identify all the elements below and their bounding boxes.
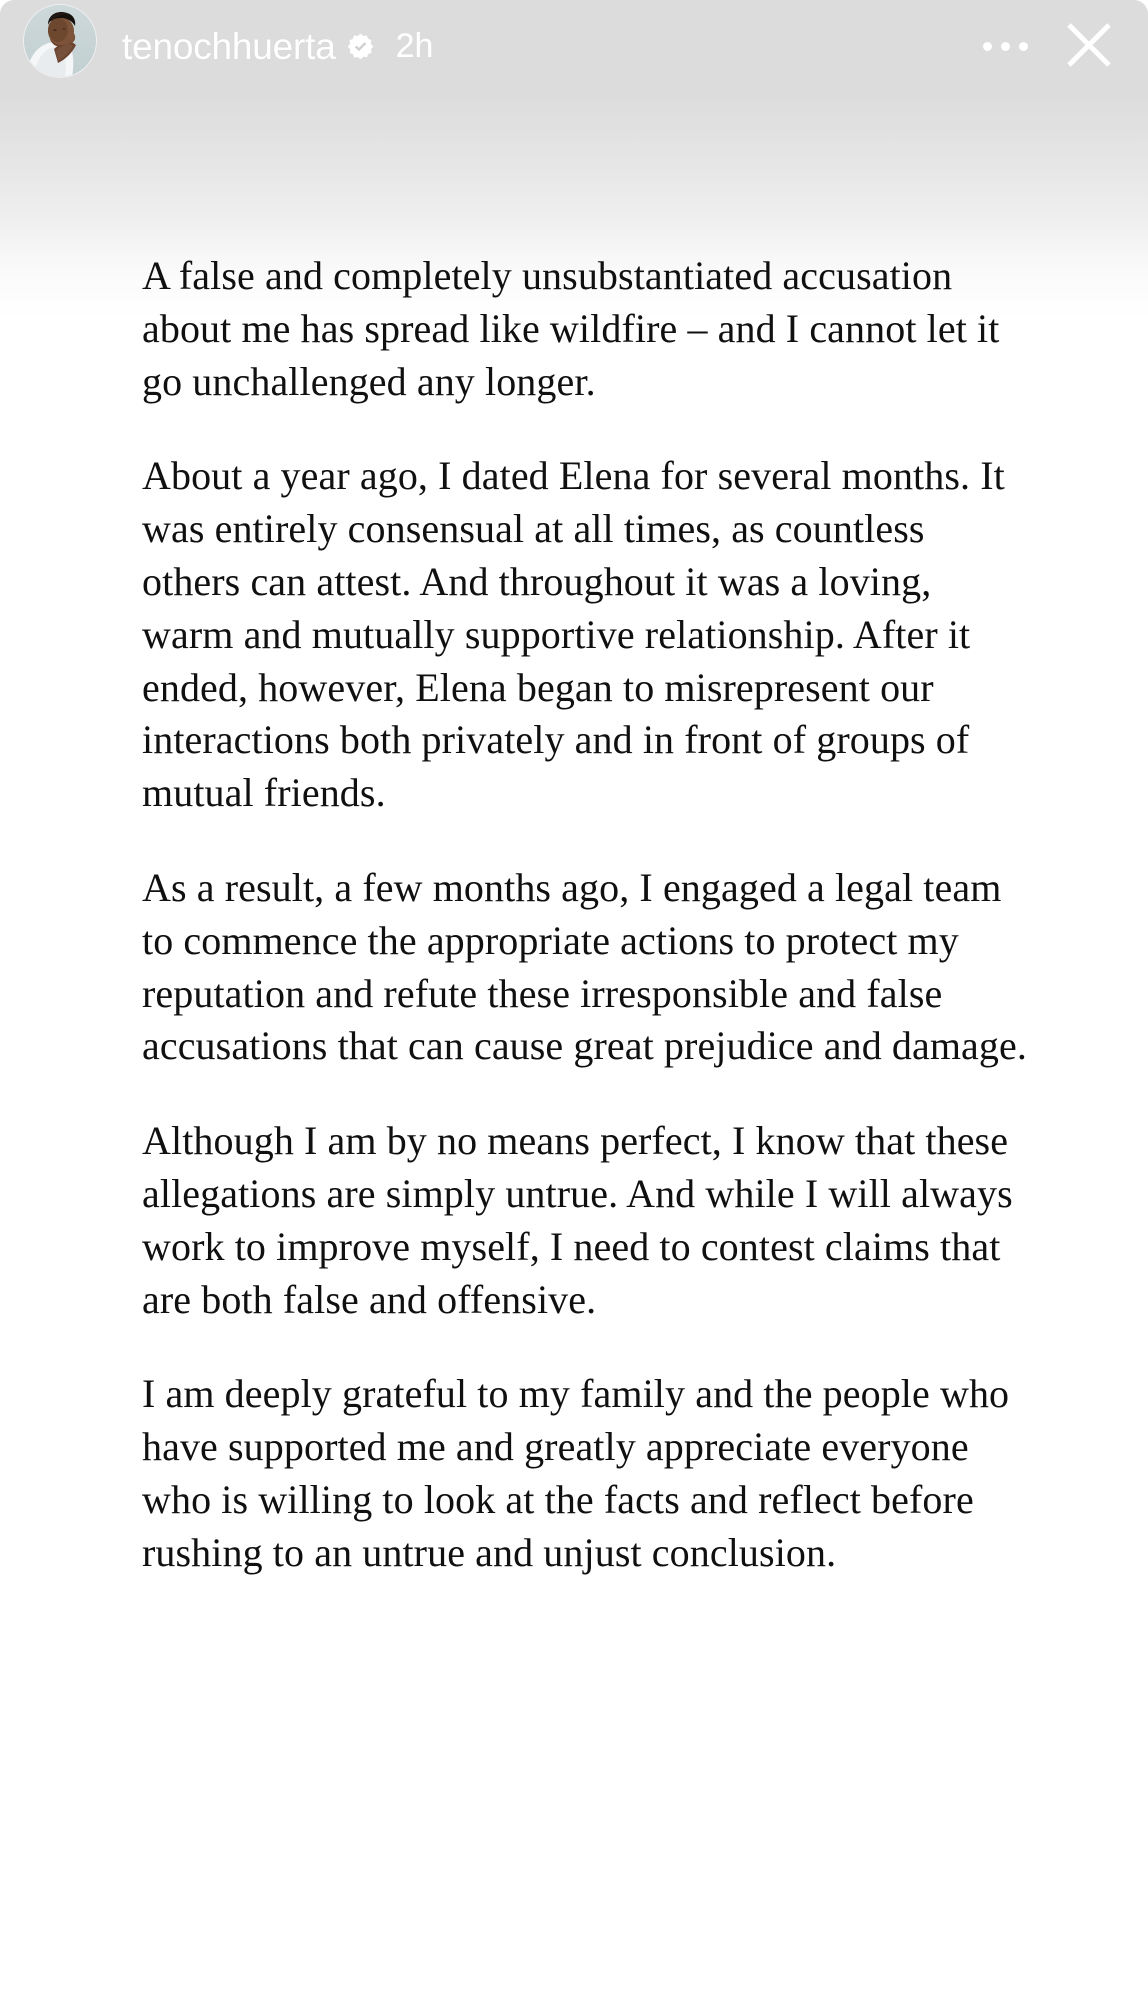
timestamp-label: 2h bbox=[395, 27, 434, 65]
more-options-icon[interactable] bbox=[971, 28, 1040, 65]
verified-badge-icon bbox=[347, 33, 374, 60]
statement-paragraph: A false and completely unsubstantiated accusation about me has spread like wildfire – and I cannot let it go unchallenged any longer. bbox=[142, 253, 1000, 404]
more-dot bbox=[1001, 42, 1010, 51]
statement-paragraph: Although I am by no means perfect, I know that these allegations are simply untrue. And while I will always work to improve myself, I need to contest claims that are both false and offensive. bbox=[142, 1118, 1013, 1322]
statement-paragraph: I am deeply grateful to my family and the people who have supported me and greatly appreciate everyone who is willing to look at the facts and reflect before rushing to an untrue and unjust conclusion. bbox=[142, 1371, 1010, 1575]
username-group[interactable] bbox=[122, 25, 434, 67]
close-icon[interactable] bbox=[1058, 14, 1120, 76]
more-dot bbox=[1019, 42, 1028, 51]
statement-paragraph: About a year ago, I dated Elena for several months. It was entirely consensual at all times, as countless others can attest. And throughout it was a loving, warm and mutually supportive relationship. After it ended, however, Elena began to misrepresent our interactions both privately and in front of groups of mutual friends. bbox=[142, 453, 1005, 816]
statement-body bbox=[0, 250, 1148, 1580]
username-label: tenochhuerta bbox=[122, 25, 336, 67]
statement-paragraph: As a result, a few months ago, I engaged a legal team to commence the appropriate actions to protect my reputation and refute these irresponsible and false accusations that can cause great prejudice and damage. bbox=[142, 864, 1027, 1069]
story-header bbox=[0, 0, 1148, 96]
more-dot bbox=[983, 42, 992, 51]
avatar[interactable] bbox=[24, 5, 96, 77]
